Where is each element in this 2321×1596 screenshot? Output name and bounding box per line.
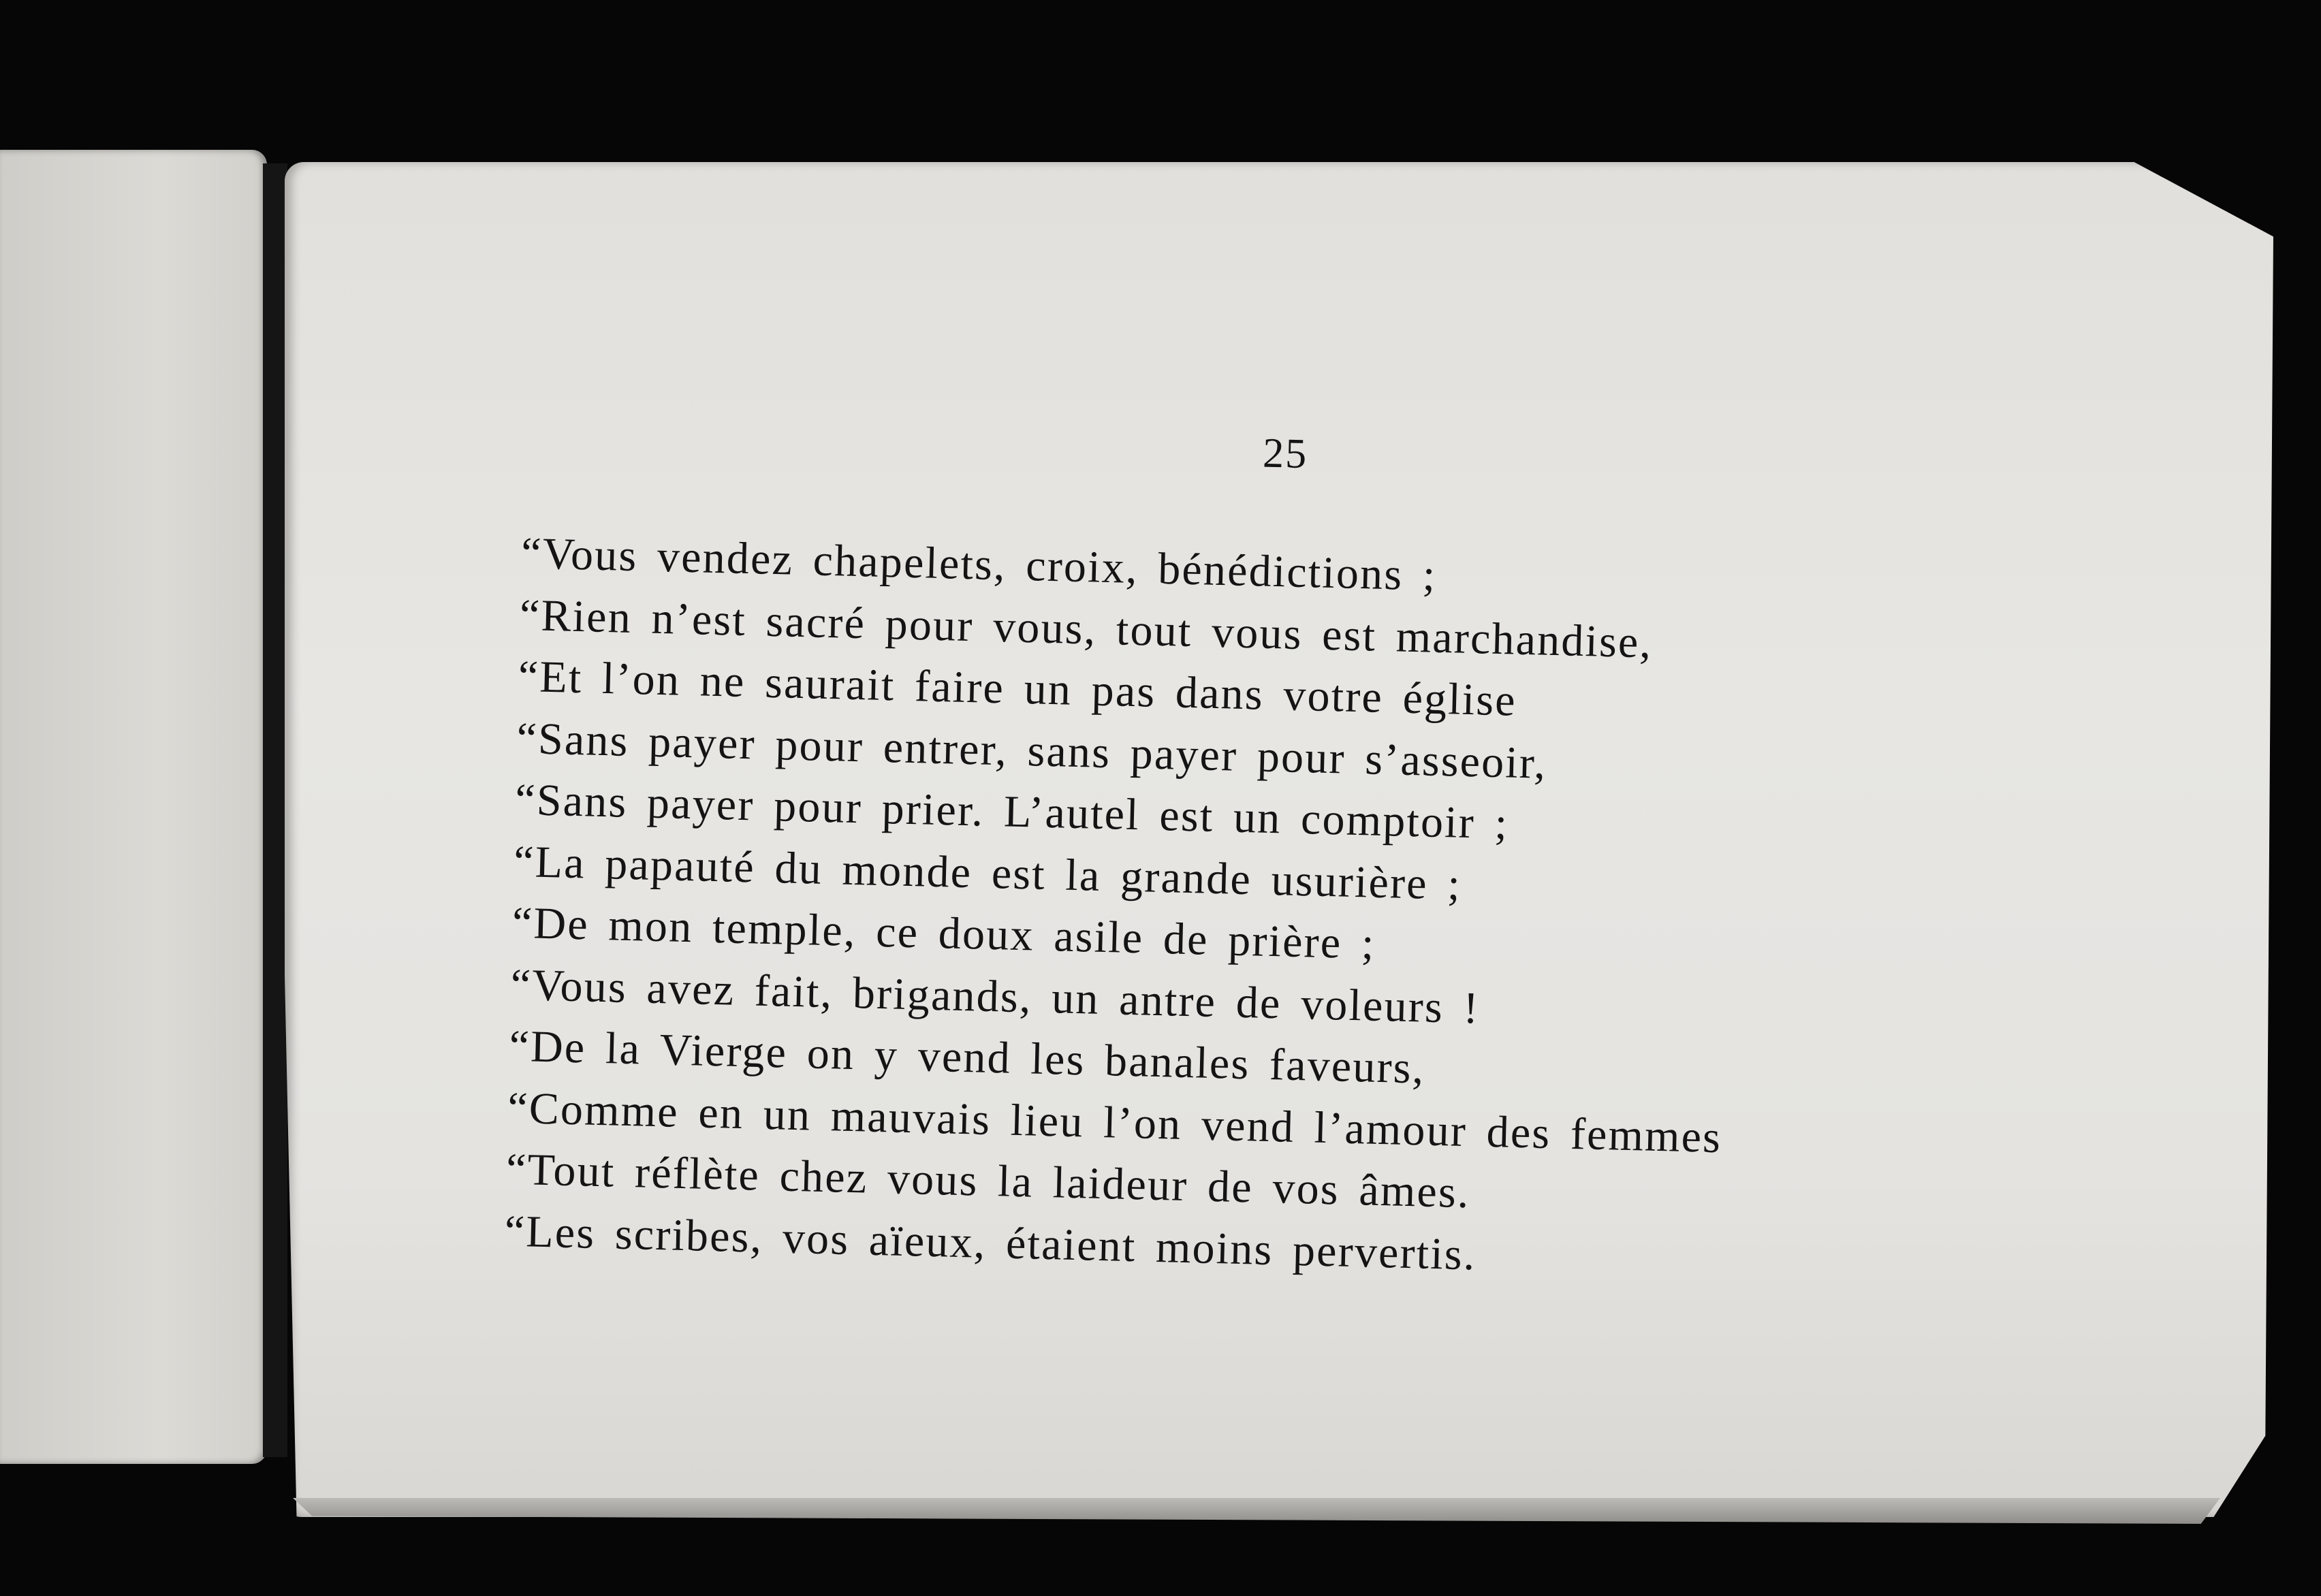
verse-line: “Sans payer pour entrer, sans payer pour s’asseoir, [516,713,1548,788]
verse-line: “Vous avez fait, brigands, un antre de voleurs ! [509,959,1481,1034]
verse-line: “Et l’on ne saurait faire un pas dans votre église [517,651,1517,726]
verse-line: “De mon temple, ce doux asile de prière ; [511,897,1376,969]
verse-line: “Rien n’est sacré pour vous, tout vous est marchandise, [519,590,1654,668]
verse-line: “De la Vierge on y vend les banales faveurs, [508,1021,1426,1094]
book-gutter [263,163,287,1457]
left-page [0,150,267,1464]
verse-line: “Comme en un mauvais lieu l’on vend l’amour des femmes [507,1083,1722,1162]
verse-line: “La papauté du monde est la grande usurière ; [513,836,1462,910]
verse-line: “Vous vendez chapelets, croix, bénédictions ; [520,528,1438,601]
verse-lines [504,523,1736,1292]
page-bottom-edge [293,1498,2220,1524]
verse-line: “Tout réflète chez vous la laideur de vos âmes. [505,1144,1471,1218]
verse-line: “Sans payer pour prier. L’autel est un comptoir ; [514,774,1510,849]
page-number: 25 [1262,430,1309,478]
verse-line: “Les scribes, vos aïeux, étaient moins pervertis. [504,1206,1477,1279]
